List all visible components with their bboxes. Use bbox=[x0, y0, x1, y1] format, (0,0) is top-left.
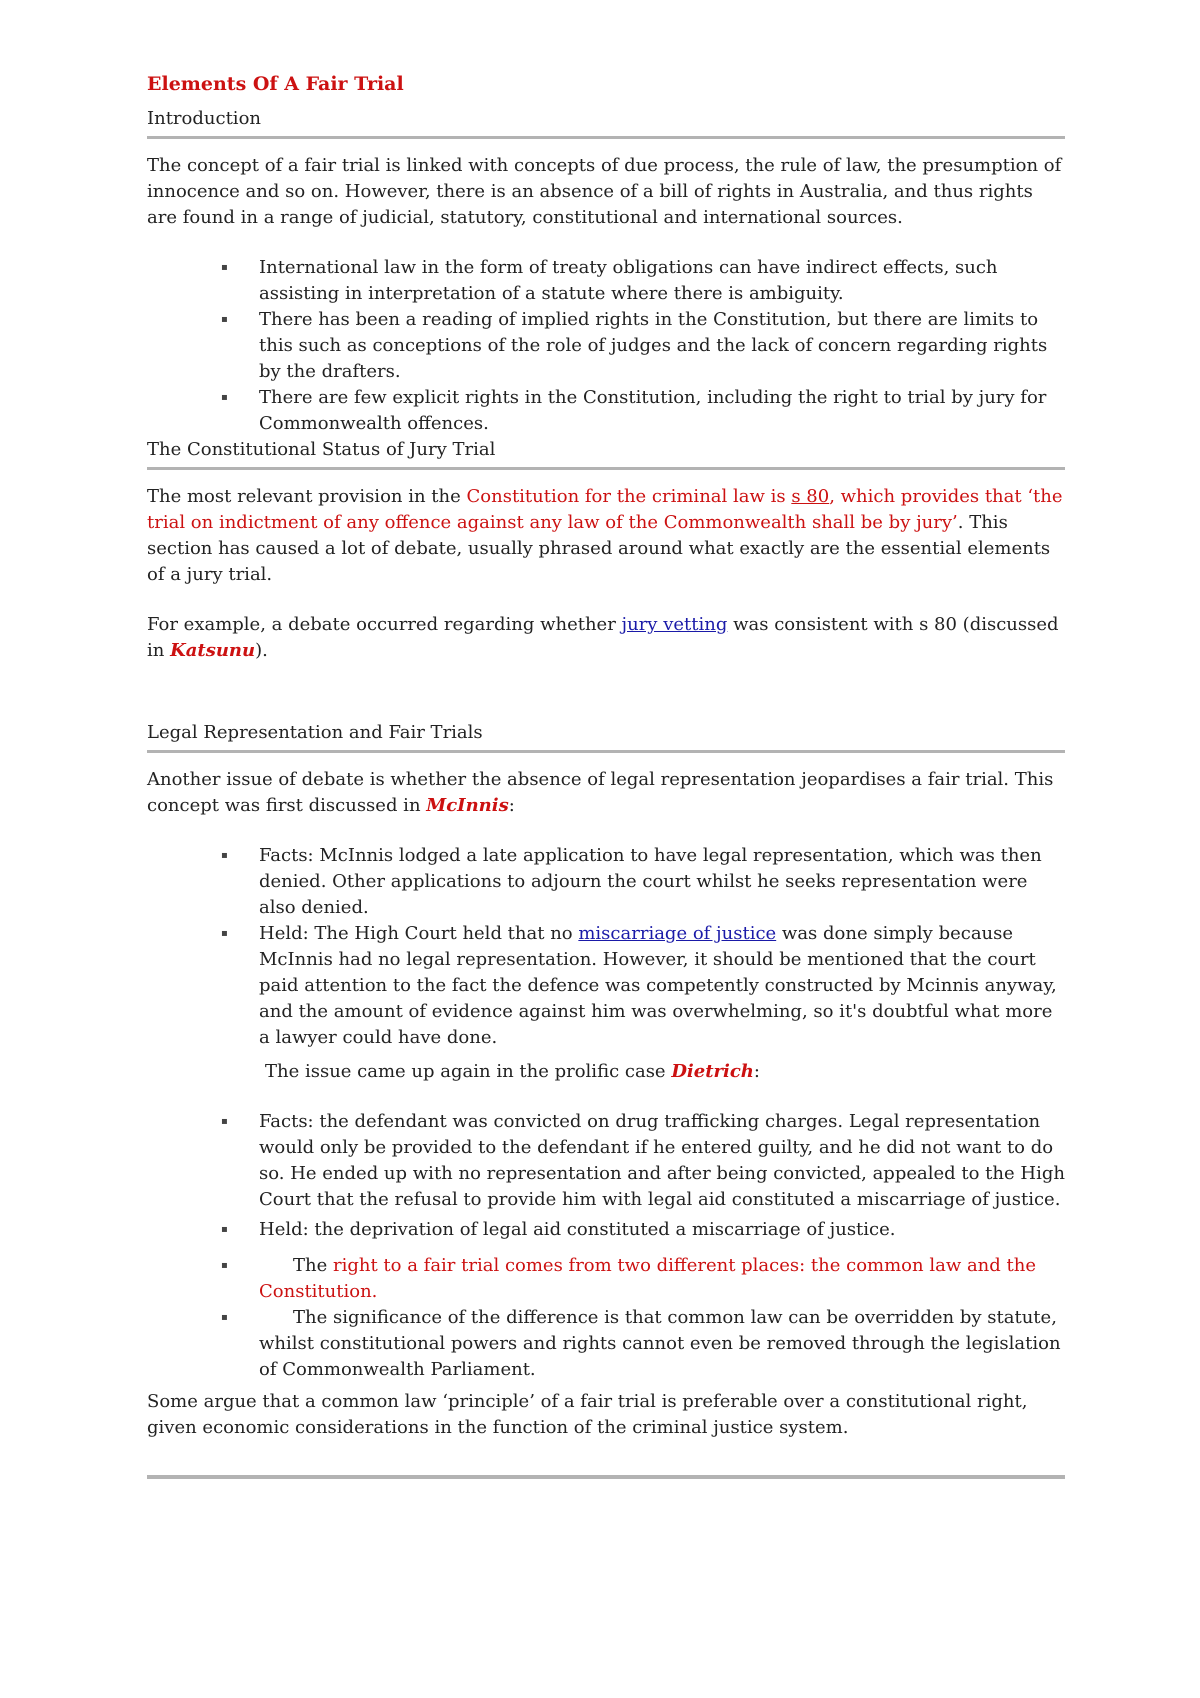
bullet-icon: ▪ bbox=[221, 1224, 228, 1235]
dietrich-intro-paragraph: The issue came up again in the prolific case Dietrich: bbox=[265, 1061, 760, 1082]
list-item: ▪ The right to a fair trial comes from two different places: the common law and the Constitution. bbox=[221, 1255, 1036, 1302]
case-name-dietrich: Dietrich bbox=[671, 1061, 754, 1082]
list-item: ▪ Held: the deprivation of legal aid constituted a miscarriage of justice. bbox=[147, 1217, 1065, 1243]
mcinnis-bullet-list bbox=[147, 843, 1065, 1051]
heading-divider bbox=[147, 136, 1065, 139]
section-heading-legal-representation: Legal Representation and Fair Trials bbox=[147, 722, 483, 743]
bullet-icon: ▪ bbox=[221, 314, 228, 325]
document-title: Elements Of A Fair Trial bbox=[147, 73, 404, 95]
heading-divider bbox=[147, 467, 1065, 470]
list-item: ▪ International law in the form of treaty obligations can have indirect effects, such assisting in interpretation of a statute where there is ambiguity. bbox=[221, 257, 998, 304]
miscarriage-of-justice-link[interactable]: miscarriage of justice bbox=[578, 923, 777, 944]
list-item: ▪ The significance of the difference is that common law can be overridden by statute, whilst constitutional powers and rights cannot even be removed through the legislation of Commonwealth Parliament. bbox=[221, 1307, 1061, 1380]
bullet-icon: ▪ bbox=[221, 262, 228, 273]
bullet-icon: ▪ bbox=[221, 1116, 228, 1127]
list-item: ▪ There has been a reading of implied rights in the Constitution, but there are limits to this such as conceptions of the role of judges and the lack of concern regarding rights by the drafters. bbox=[221, 309, 1048, 382]
bullet-icon: ▪ bbox=[221, 392, 228, 403]
end-divider bbox=[147, 1475, 1065, 1479]
list-item: ▪ Held: The High Court held that no miscarriage of justice was done simply because McInnis had no legal representation. However, it should be mentioned that the court paid attention to the fact the defence was competently constructed by Mcinnis anyway, and the amount of evidence against him was overwhelming, so it's doubtful what more a lawyer could have done. bbox=[221, 923, 1057, 1048]
bullet-icon: ▪ bbox=[221, 1312, 228, 1323]
jury-paragraph-2: For example, a debate occurred regarding whether jury vetting was consistent with s 80 (discussed in Katsunu). bbox=[147, 614, 1059, 661]
closing-paragraph: Some argue that a common law ‘principle’ of a fair trial is preferable over a constitutional right, given economic considerations in the function of the criminal justice system. bbox=[147, 1391, 1028, 1438]
intro-paragraph: The concept of a fair trial is linked with concepts of due process, the rule of law, the presumption of innocence and so on. However, there is an absence of a bill of rights in Australia, and thus rights are found in a range of judicial, statutory, constitutional and international sources. bbox=[147, 155, 1062, 228]
bullet-icon: ▪ bbox=[221, 928, 228, 939]
case-name-katsunu: Katsunu bbox=[170, 640, 256, 661]
jury-paragraph-1: The most relevant provision in the Constitution for the criminal law is s 80, which provides that ‘the trial on indictment of any offence against any law of the Commonwealth shall be by jury’. This section has caused a lot of debate, usually phrased around what exactly are the essential elements of a jury trial. bbox=[147, 486, 1063, 585]
document-page bbox=[147, 72, 1065, 1479]
list-item: ▪ There are few explicit rights in the Constitution, including the right to trial by jury for Commonwealth offences. bbox=[221, 387, 1047, 434]
bullet-icon: ▪ bbox=[221, 1260, 228, 1271]
list-item: ▪ Facts: McInnis lodged a late application to have legal representation, which was then denied. Other applications to adjourn the court whilst he seeks representation were also denied. bbox=[221, 845, 1042, 918]
intro-bullet-list bbox=[147, 255, 1065, 437]
heading-divider bbox=[147, 750, 1065, 753]
section-heading-introduction: Introduction bbox=[147, 108, 261, 129]
list-item: ▪ Facts: the defendant was convicted on drug trafficking charges. Legal representation would only be provided to the defendant if he entered guilty, and he did not want to do so. He ended up with no representation and after being convicted, appealed to the High Court that the refusal to provide him with legal aid constituted a miscarriage of justice. bbox=[221, 1111, 1065, 1210]
s80-link[interactable]: s 80 bbox=[791, 486, 830, 507]
section-heading-jury-trial: The Constitutional Status of Jury Trial bbox=[147, 439, 496, 460]
case-name-mcinnis: McInnis bbox=[426, 795, 509, 816]
dietrich-bullet-list bbox=[147, 1109, 1065, 1383]
bullet-icon: ▪ bbox=[221, 850, 228, 861]
jury-vetting-link[interactable]: jury vetting bbox=[621, 614, 728, 635]
legal-paragraph-1: Another issue of debate is whether the absence of legal representation jeopardises a fair trial. This concept was first discussed in McInnis: bbox=[147, 769, 1054, 816]
